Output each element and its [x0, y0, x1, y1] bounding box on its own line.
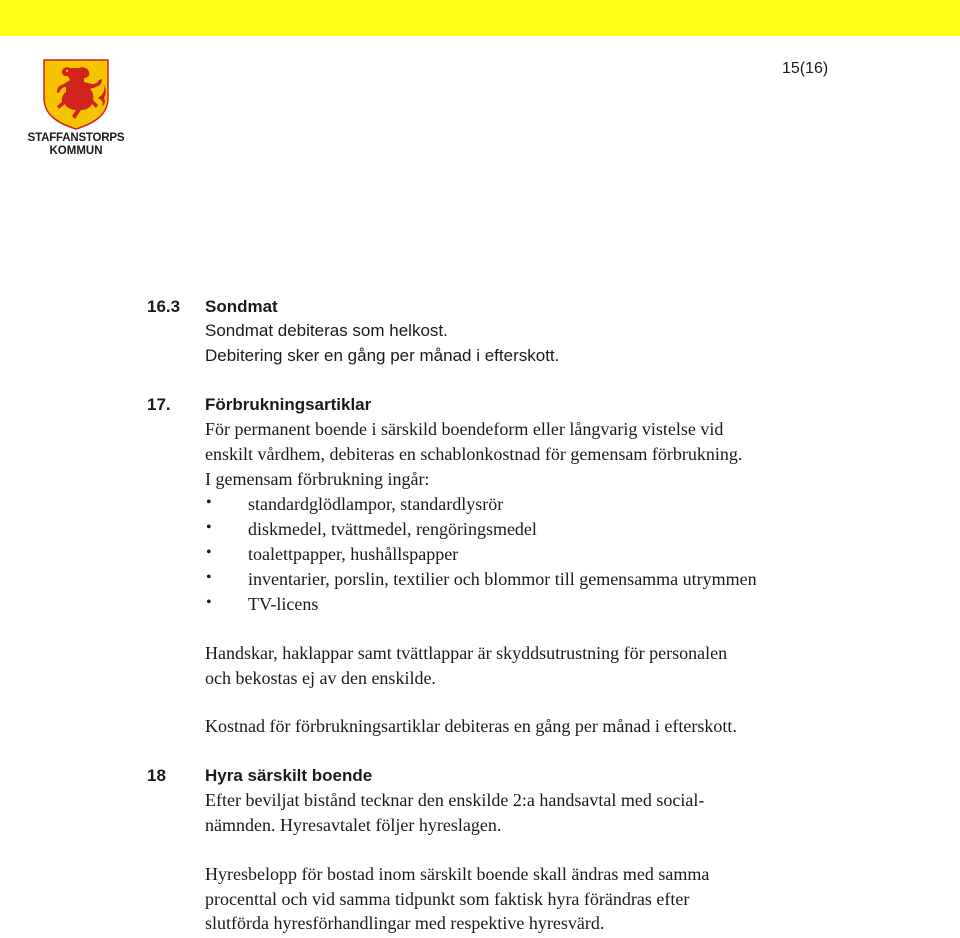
- municipality-logo: [26, 58, 126, 162]
- section-number-16-3: 16.3: [147, 297, 181, 316]
- hyresbelopp-line: slutförda hyresförhandlingar med respektive hyresvärd.: [205, 913, 605, 933]
- header-accent-bar: [0, 0, 960, 36]
- sondmat-line: Sondmat debiteras som helkost.: [205, 321, 448, 340]
- list-item: diskmedel, tvättmedel, rengöringsmedel: [248, 519, 537, 539]
- hyresbelopp-line: Hyresbelopp för bostad inom särskilt boende skall ändras med samma: [205, 864, 710, 884]
- skyddsutrustning-line: Handskar, haklappar samt tvättlappar är skyddsutrustning för personalen: [205, 643, 728, 663]
- logo-text-line2: KOMMUN: [49, 145, 103, 157]
- hyra-line: nämnden. Hyresavtalet följer hyreslagen.: [205, 815, 502, 835]
- skyddsutrustning-line: och bekostas ej av den enskilde.: [205, 668, 436, 688]
- forbrukning-intro-line: enskilt vårdhem, debiteras en schablonkostnad för gemensam förbrukning.: [205, 444, 743, 464]
- hyresbelopp-line: procenttal och vid samma tidpunkt som faktisk hyra förändras efter: [205, 889, 690, 909]
- list-item: inventarier, porslin, textilier och blommor till gemensamma utrymmen: [248, 569, 757, 589]
- list-item: toalettpapper, hushållspapper: [248, 544, 459, 564]
- list-intro: I gemensam förbrukning ingår:: [205, 469, 430, 489]
- bullet-marker: •: [206, 494, 212, 511]
- bullet-marker: •: [206, 544, 212, 561]
- bullet-marker: •: [206, 569, 212, 586]
- page-number: 15(16): [782, 60, 829, 77]
- bullet-marker: •: [206, 594, 212, 611]
- logo-text-line1: STAFFANSTORPS: [27, 132, 125, 144]
- debitering-line: Kostnad för förbrukningsartiklar debiteras en gång per månad i efterskott.: [205, 716, 737, 736]
- coat-of-arms-icon: [26, 58, 126, 130]
- section-title-hyra: Hyra särskilt boende: [205, 766, 373, 785]
- list-item: TV-licens: [248, 594, 319, 614]
- sondmat-line: Debitering sker en gång per månad i efterskott.: [205, 346, 560, 365]
- forbrukning-intro-line: För permanent boende i särskild boendeform eller långvarig vistelse vid: [205, 419, 724, 439]
- bullet-marker: •: [206, 519, 212, 536]
- section-number-18: 18: [147, 766, 166, 785]
- list-item: standardglödlampor, standardlysrör: [248, 494, 504, 514]
- hyra-line: Efter beviljat bistånd tecknar den enskilde 2:a handsavtal med social-: [205, 790, 705, 810]
- section-number-17: 17.: [147, 395, 171, 414]
- section-title-sondmat: Sondmat: [205, 297, 278, 316]
- section-title-forbrukningsartiklar: Förbrukningsartiklar: [205, 395, 372, 414]
